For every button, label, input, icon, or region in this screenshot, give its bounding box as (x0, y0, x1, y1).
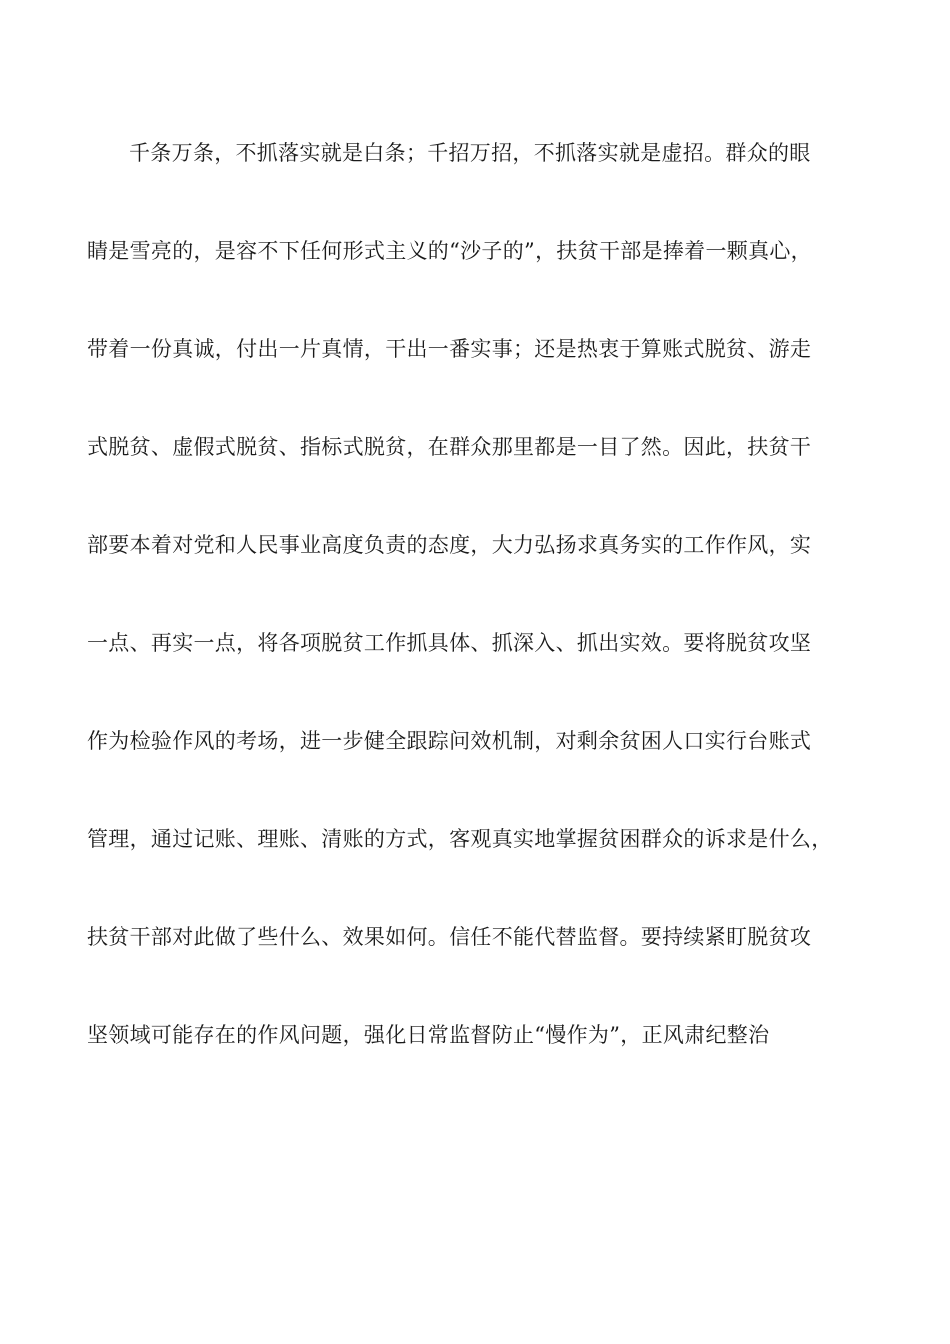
text-line-2: 睛是雪亮的，是容不下任何形式主义的“沙子的”，扶贫干部是捧着一颗真心， (87, 239, 812, 263)
text-line-1: 千条万条，不抓落实就是白条；千招万招，不抓落实就是虚招。群众的眼 (129, 141, 811, 165)
text-line-7: 作为检验作风的考场，进一步健全跟踪问效机制，对剩余贫困人口实行台账式 (87, 729, 812, 753)
text-line-6: 一点、再实一点，将各项脱贫工作抓具体、抓深入、抓出实效。要将脱贫攻坚 (87, 631, 812, 655)
text-line-9: 扶贫干部对此做了些什么、效果如何。信任不能代替监督。要持续紧盯脱贫攻 (87, 925, 812, 949)
text-line-3: 带着一份真诚，付出一片真情，干出一番实事；还是热衷于算账式脱贫、游走 (87, 337, 812, 361)
body-paragraph (87, 129, 867, 1109)
text-line-10: 坚领域可能存在的作风问题，强化日常监督防止“慢作为”，正风肃纪整治 (87, 1023, 770, 1047)
text-line-4: 式脱贫、虚假式脱贫、指标式脱贫，在群众那里都是一目了然。因此，扶贫干 (87, 435, 812, 459)
text-line-8: 管理，通过记账、理账、清账的方式，客观真实地掌握贫困群众的诉求是什么， (87, 827, 833, 851)
text-line-5: 部要本着对党和人民事业高度负责的态度，大力弘扬求真务实的工作作风，实 (87, 533, 812, 557)
